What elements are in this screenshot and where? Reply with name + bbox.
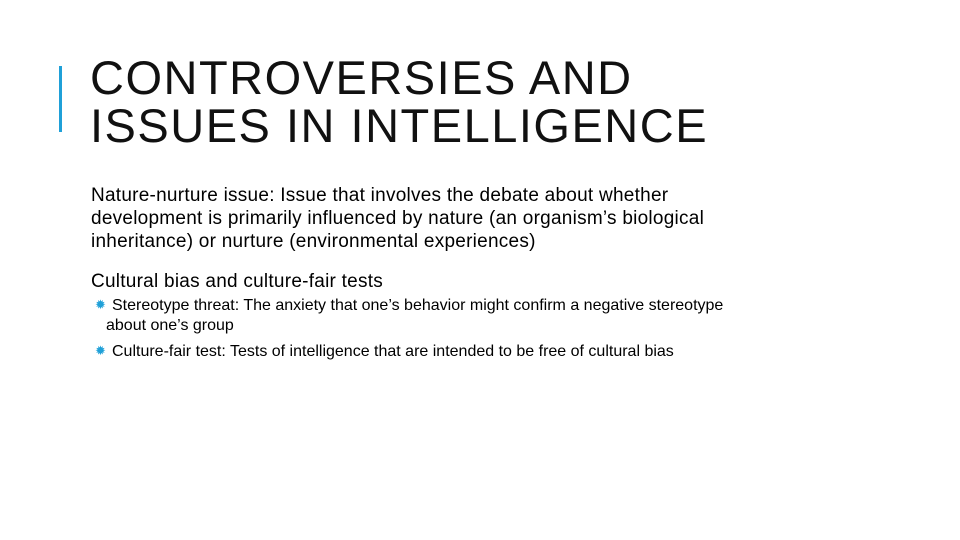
slide-title (90, 51, 930, 152)
sub-bullet-text: Stereotype threat: The anxiety that one’s behavior might confirm a negative stereotype (112, 297, 724, 314)
asterisk-bullet-icon: ✹ (95, 344, 106, 359)
title-accent-bar (59, 66, 62, 132)
sub-bullet-stereotype-threat (95, 296, 855, 336)
slide-title-line: CONTROVERSIES AND (90, 51, 633, 104)
bullet-text-line: inheritance) or nurture (environmental experiences) (91, 231, 536, 252)
slide-title-line: ISSUES IN INTELLIGENCE (90, 99, 709, 152)
sub-bullet-culture-fair-test (95, 342, 855, 362)
bullet-nature-nurture (91, 184, 821, 253)
sub-bullet-text: Culture-fair test: Tests of intelligence that are intended to be free of cultural bias (112, 343, 674, 360)
bullet-text-line: Cultural bias and culture-fair tests (91, 271, 384, 292)
sub-bullet-line: about one’s group (106, 317, 234, 334)
bullet-cultural-bias (91, 270, 821, 293)
sub-bullet-line (95, 296, 855, 316)
asterisk-bullet-icon: ✹ (95, 298, 106, 313)
bullet-text-line: development is primarily influenced by nature (an organism’s biological (91, 208, 705, 229)
bullet-text-line: Nature-nurture issue: Issue that involves the debate about whether (91, 185, 669, 206)
sub-bullet-line (95, 342, 855, 362)
